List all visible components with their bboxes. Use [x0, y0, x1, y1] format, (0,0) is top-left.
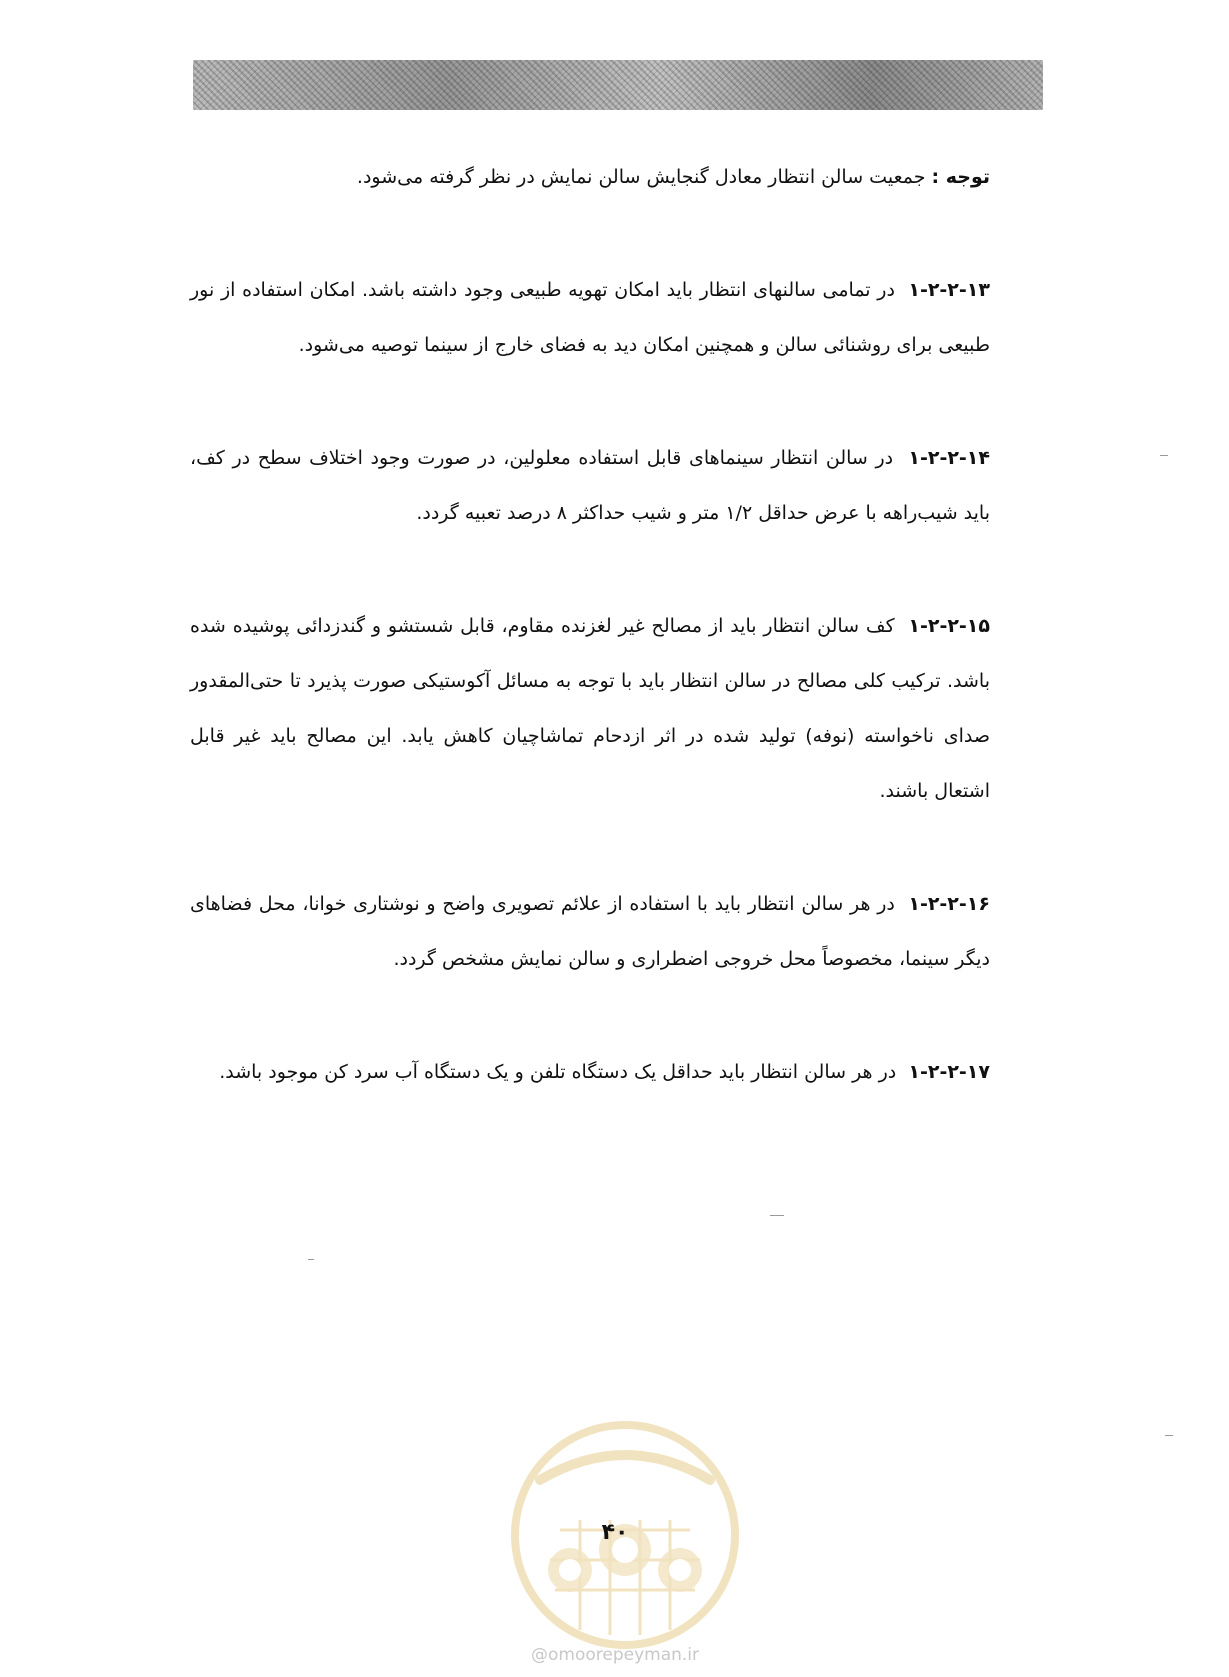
scan-mark — [1160, 455, 1168, 456]
scan-mark — [770, 1215, 784, 1216]
clause-number: ۱-۲-۲-۱۶ — [908, 893, 990, 915]
clause-paragraph — [190, 599, 990, 819]
clause-paragraph — [190, 877, 990, 987]
clause-paragraph — [190, 1045, 990, 1100]
watermark-text: @omoorepeyman.ir — [530, 1645, 700, 1665]
clause-number: ۱-۲-۲-۱۳ — [908, 279, 990, 301]
clause-number: ۱-۲-۲-۱۵ — [908, 615, 990, 637]
note-text: جمعیت سالن انتظار معادل گنجایش سالن نمایش در نظر گرفته می‌شود. — [356, 166, 932, 188]
clause-paragraph — [190, 431, 990, 541]
clause-text: کف سالن انتظار باید از مصالح غیر لغزنده مقاوم، قابل شستشو و گندزدائی پوشیده شده باشد. ترکیب کلی مصالح در سالن انتظار باید با توجه به مسائل آکوستیکی صورت پذیرد تا حتی‌المقدور صدای ناخواسته (نوفه) تولید شده در اثر ازدحام تماشاچیان کاهش یابد. این مصالح باید غیر قابل اشتعال باشند. — [190, 615, 990, 802]
clause-text: در هر سالن انتظار باید حداقل یک دستگاه تلفن و یک دستگاه آب سرد کن موجود باشد. — [219, 1061, 897, 1083]
scan-mark — [1165, 1435, 1173, 1436]
clause-number: ۱-۲-۲-۱۴ — [908, 447, 990, 469]
header-band — [193, 60, 1043, 110]
scan-mark — [308, 1259, 314, 1260]
clause-paragraph — [190, 263, 990, 373]
clause-text: در هر سالن انتظار باید با استفاده از علائم تصویری واضح و نوشتاری خوانا، محل فضاهای دیگر سینما، مخصوصاً محل خروجی اضطراری و سالن نمایش مشخص گردد. — [190, 893, 990, 970]
note-paragraph — [190, 150, 990, 205]
note-label: توجه : — [931, 166, 990, 188]
page-number: ۴۰ — [601, 1520, 629, 1545]
document-body — [190, 150, 990, 1158]
clause-text: در سالن انتظار سینماهای قابل استفاده معلولین، در صورت وجود اختلاف سطح در کف، باید شیب‌راهه با عرض حداقل ۱/۲ متر و شیب حداکثر ۸ درصد تعبیه گردد. — [190, 447, 990, 524]
clause-text: در تمامی سالنهای انتظار باید امکان تهویه طبیعی وجود داشته باشد. امکان استفاده از نور طبیعی برای روشنائی سالن و همچنین امکان دید به فضای خارج از سینما توصیه می‌شود. — [190, 279, 990, 356]
clause-number: ۱-۲-۲-۱۷ — [908, 1061, 990, 1083]
